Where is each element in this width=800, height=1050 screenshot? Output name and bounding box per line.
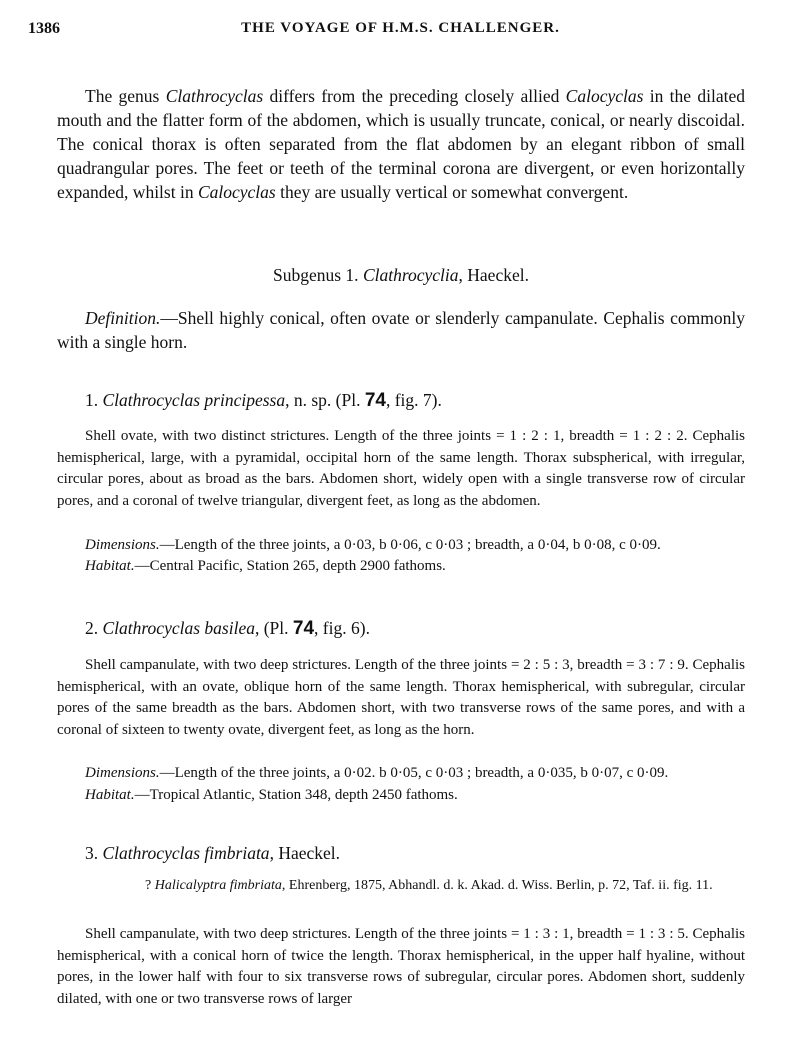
species-description-3: Shell campanulate, with two deep strictures. Length of the three joints = 1 : 3 : 1, breadth = 1 : 3 : 5. Cephalis hemispherical, with a conical horn of twice the length. Thorax hemispherical, in the upper half hyaline, without pores, in the lower half with four to six transverse rows of subregular, circular pores. Abdomen short, suddenly dilated, with one or two transverse rows of larger	[57, 926, 745, 1007]
species-dimensions-2: Dimensions.—Length of the three joints, a 0·02. b 0·05, c 0·03 ; breadth, a 0·035, b 0·07, c 0·09.	[85, 765, 669, 781]
species-heading-1: 1. Clathrocyclas principessa, n. sp. (Pl. 74, fig. 7).	[85, 390, 442, 411]
running-head: THE VOYAGE OF H.M.S. CHALLENGER.	[241, 20, 560, 36]
definition-paragraph: Definition.—Shell highly conical, often ovate or slenderly campanulate. Cephalis commonly with a single horn.	[57, 308, 745, 352]
species-habitat-1: Habitat.—Central Pacific, Station 265, depth 2900 fathoms.	[85, 558, 446, 574]
page-number: 1386	[28, 20, 60, 37]
species-heading-2: 2. Clathrocyclas basilea, (Pl. 74, fig. 6).	[85, 618, 370, 639]
species-description-1: Shell ovate, with two distinct strictures. Length of the three joints = 1 : 2 : 1, breadth = 1 : 2 : 2. Cephalis hemispherical, large, with a pyramidal, occipital horn of the same length. Thorax subspherical, with irregular, circular pores, about as broad as the bars. Abdomen short, widely open with a single transverse row of circular pores, and a coronal of twelve triangular, divergent feet, as long as the abdomen.	[57, 428, 745, 509]
synonym-reference: ? Halicalyptra fimbriata, Ehrenberg, 1875, Abhandl. d. k. Akad. d. Wiss. Berlin, p. 72, Taf. ii. fig. 11.	[145, 878, 713, 893]
species-habitat-2: Habitat.—Tropical Atlantic, Station 348, depth 2450 fathoms.	[85, 787, 458, 803]
species-heading-3: 3. Clathrocyclas fimbriata, Haeckel.	[85, 843, 341, 863]
intro-paragraph: The genus Clathrocyclas differs from the preceding closely allied Calocyclas in the dilated mouth and the flatter form of the abdomen, which is usually truncate, conical, or nearly discoidal. The conical thorax is often separated from the flat abdomen by an elegant ribbon of small quadrangular pores. The feet or teeth of the terminal corona are divergent, or even horizontally expanded, whilst in Calocyclas they are usually vertical or somewhat convergent.	[57, 86, 745, 202]
species-description-2: Shell campanulate, with two deep strictures. Length of the three joints = 2 : 5 : 3, breadth = 3 : 7 : 9. Cephalis hemispherical, with an ovate, oblique horn of the same length. Thorax hemispherical, with subregular, circular pores of the same breadth as the bars. Abdomen short, with two transverse rows of the same pores, and with a coronal of sixteen to twenty ovate, divergent feet, as long as the horn.	[57, 657, 745, 738]
species-dimensions-1: Dimensions.—Length of the three joints, a 0·03, b 0·06, c 0·03 ; breadth, a 0·04, b 0·08, c 0·09.	[85, 537, 661, 553]
subgenus-heading: Subgenus 1. Clathrocyclia, Haeckel.	[273, 265, 529, 285]
